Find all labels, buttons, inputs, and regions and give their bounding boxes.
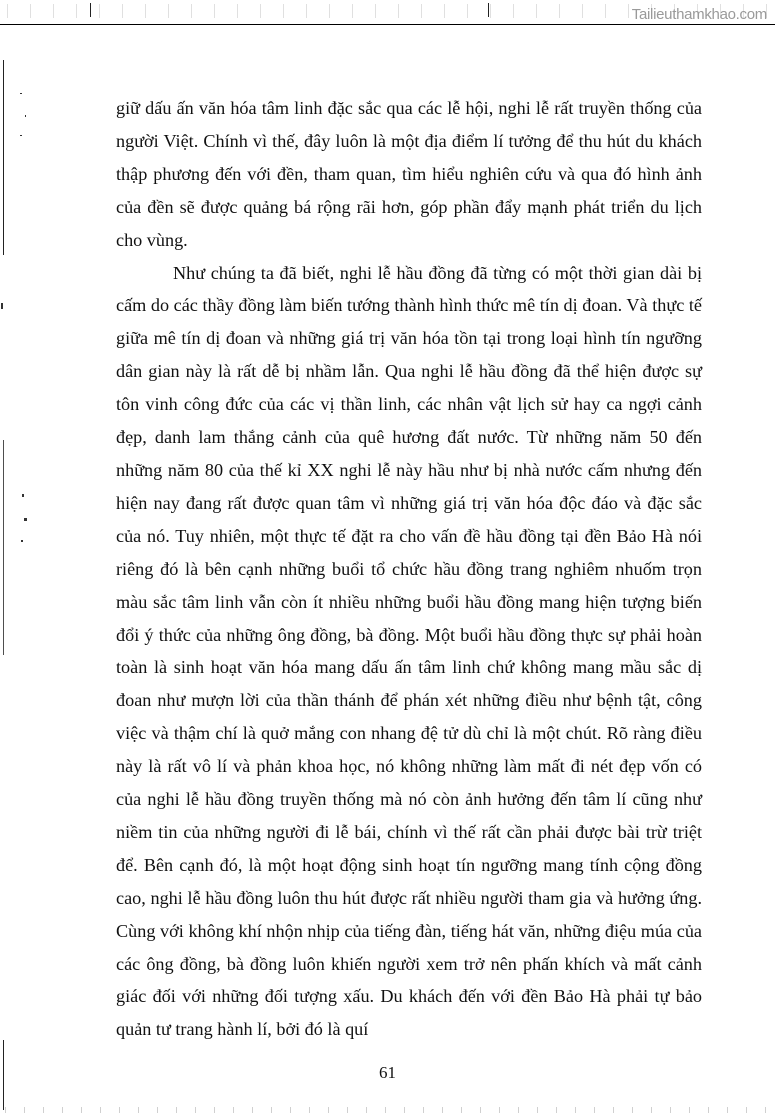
margin-scan-line [3, 60, 4, 255]
scan-speck [22, 494, 24, 497]
paragraph: Như chúng ta đã biết, nghi lễ hầu đồng đã từng có một thời gian dài bị cấm do các thầy đồng làm biến tướng thành hình thức mê tín dị đoan. Và thực tế giữa mê tín dị đoan và những giá trị văn hóa tồn tại trong loại hình tín ngưỡng dân gian này là rất dễ bị nhầm lẫn. Qua nghi lễ hầu đồng đã thể hiện được sự tôn vinh công đức của các vị thần linh, các nhân vật lịch sử hay ca ngợi cảnh đẹp, danh lam thắng cảnh của quê hương đất nước. Từ những năm 50 đến những năm 80 của thế kỉ XX nghi lễ này hầu như bị nhà nước cấm nhưng đến hiện nay đang rất được quan tâm vì những giá trị văn hóa độc đáo và đặc sắc của nó. Tuy nhiên, một thực tế đặt ra cho vấn đề hầu đồng tại đền Bảo Hà nói riêng đó là bên cạnh những buổi tổ chức hầu đồng trang nghiêm nhuốm trọn màu sắc tâm linh vẫn còn ít nhiều những buổi hầu đồng mang hiện tượng biến đổi ý thức của những ông đồng, bà đồng. Một buổi hầu đồng thực sự phải hoàn toàn là sinh hoạt văn hóa mang dấu ấn tâm linh chứ không mang mầu sắc dị đoan như mượn lời của thần thánh để phán xét những điều như bệnh tật, công việc và thậm chí là quở mắng con nhang đệ tử dù chỉ là một chút. Rõ ràng điều này là rất vô lí và phản khoa học, nó không những làm mất đi nét đẹp vốn có của nghi lễ hầu đồng truyền thống mà nó còn ảnh hưởng đến tâm lí cũng như niềm tin của những người đi lễ bái, chính vì thế rất cần phải được bài trừ triệt để. Bên cạnh đó, là một hoạt động sinh hoạt tín ngưỡng mang tính cộng đồng cao, nghi lễ hầu đồng luôn thu hút được rất nhiều người tham gia và hưởng ứng. Cùng với không khí nhộn nhịp của tiếng đàn, tiếng hát văn, những điệu múa của các ông đồng, bà đồng luôn khiến người xem trở nên phấn khích và mất cảnh giác đối với những đối tượng xấu. Du khách đến với đền Bảo Hà phải tự bảo quản tư trang hành lí, bởi đó là quí [116, 262, 702, 1040]
scan-speck [1, 303, 3, 309]
watermark: Tailieuthamkhao.com [631, 6, 767, 23]
header-rule [0, 24, 775, 25]
scan-mark [488, 3, 489, 17]
scan-speck [20, 135, 22, 136]
scan-speck [20, 93, 22, 94]
margin-scan-line [3, 440, 4, 655]
scan-speck [21, 540, 23, 542]
paragraph: giữ dấu ấn văn hóa tâm linh đặc sắc qua các lễ hội, nghi lễ rất truyền thống của người Việt. Chính vì thế, đây luôn là một địa điểm lí tưởng để thu hút du khách thập phương đến với đền, tham quan, tìm hiểu nghiên cứu và qua đó hình ảnh của đền sẽ được quảng bá rộng rãi hơn, góp phần đẩy mạnh phát triển du lịch cho vùng. [116, 98, 702, 250]
scan-footer-artifacts [0, 1104, 775, 1116]
scan-speck [25, 115, 26, 117]
scan-mark [90, 3, 91, 17]
scan-header-artifacts [0, 0, 775, 26]
document-body [116, 92, 702, 1046]
page-number: 61 [379, 1063, 396, 1082]
scan-noise [0, 1107, 775, 1113]
scan-speck [24, 518, 27, 521]
